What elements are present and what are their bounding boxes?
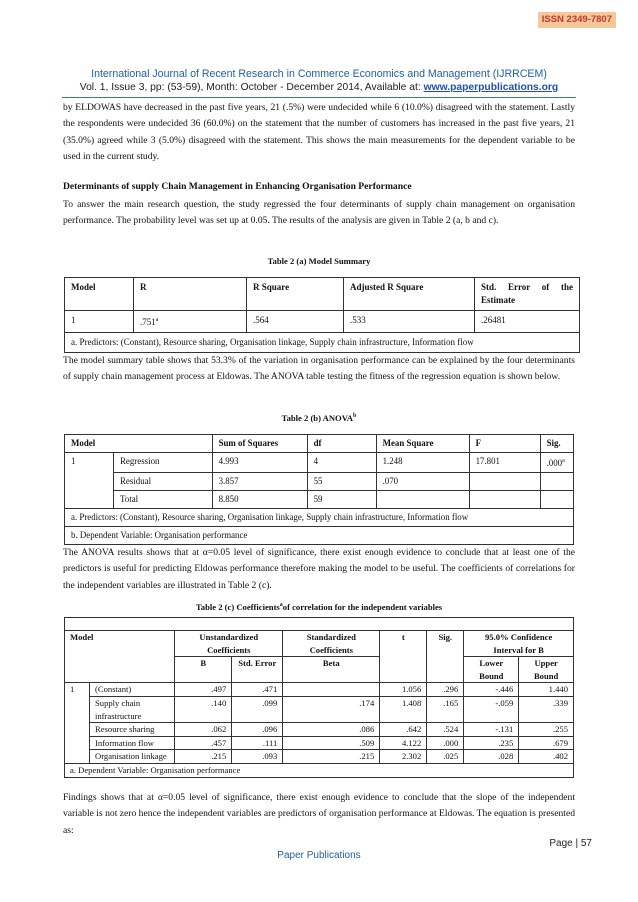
model-summary-table: [64, 277, 580, 353]
header-cell: Adjusted R Square: [344, 278, 475, 311]
cell-value: .000: [546, 457, 563, 468]
header-cell: B: [175, 657, 232, 683]
header-cell: Sig.: [540, 435, 573, 453]
header-cell: 95.0% Confidence Interval for B: [464, 631, 574, 657]
header-cell: Sig.: [427, 631, 464, 683]
paragraph-2: To answer the main research question, the study regressed the four determinants of supply chain management on organisation performance. The probability level was set up at 0.05. The results of the analysis are given in Table 2 (a, b and c).: [63, 199, 575, 227]
model-number: 1: [65, 453, 114, 509]
table-row: [65, 683, 574, 697]
cell: 17.801: [469, 453, 540, 473]
table-header-row: [65, 631, 574, 657]
row-label: Total: [114, 490, 213, 508]
header-cell: Unstandardized Coefficients: [175, 631, 283, 657]
cell: 1.408: [380, 696, 427, 722]
cell: .564: [247, 311, 344, 333]
table-header-row: [65, 435, 574, 453]
caption-footnote-mark: a: [279, 602, 283, 609]
cell: .140: [175, 696, 232, 722]
cell: .215: [175, 750, 232, 764]
spacer-cell: [65, 618, 574, 631]
cell: .099: [232, 696, 283, 722]
paragraph-4: The ANOVA results shows that at α=0.05 level of significance, there exist enough evidence to conclude that at least one of the predictors is useful for predicting Eldowas performance therefore making the model to be useful. The coefficients of correlations for the independent variables are illustrated in Table 2 (c).: [63, 547, 575, 591]
cell: [283, 683, 380, 697]
row-label: Information flow: [90, 736, 175, 750]
table-a-caption: Table 2 (a) Model Summary: [267, 256, 371, 266]
row-label: Organisation linkage: [90, 750, 175, 764]
header-cell: Upper Bound: [519, 657, 574, 683]
cell: .296: [427, 683, 464, 697]
paragraph-1: by ELDOWAS have decreased in the past five years, 21 (.5%) were undecided while 6 (10.0%) disagreed with the statement. Lastly the respondents were undecided 36 (60.0%) on the statement that the number of customers has increased in the past five years, 21 (35.0%) agreed while 3 (5.0%) disagreed with the statement. This shows the main measurements for the dependent variable to be used in the current study.: [63, 102, 575, 163]
header-cell: Lower Bound: [464, 657, 519, 683]
row-label: (Constant): [90, 683, 175, 697]
cell: 4: [307, 453, 376, 473]
cell: .509: [283, 736, 380, 750]
cell: 1.440: [519, 683, 574, 697]
table-note-row: [65, 763, 574, 777]
caption-text: Table 2 (c) Coefficients: [195, 602, 280, 612]
header-cell: Standardized Coefficients: [283, 631, 380, 657]
coefficients-table: [64, 617, 574, 778]
cell: [540, 472, 573, 490]
table-row: [65, 490, 574, 508]
cell: .086: [283, 723, 380, 737]
cell: .025: [427, 750, 464, 764]
cell: -.131: [464, 723, 519, 737]
section-heading: Determinants of supply Chain Management in Enhancing Organisation Performance: [63, 181, 412, 192]
cell: 1: [65, 311, 134, 333]
cell: 8.850: [212, 490, 307, 508]
model-number: 1: [65, 683, 90, 764]
table-row: [65, 453, 574, 473]
cell: .497: [175, 683, 232, 697]
table-row: [65, 736, 574, 750]
cell: .111: [232, 736, 283, 750]
cell: .642: [380, 723, 427, 737]
cell: 59: [307, 490, 376, 508]
cell: -.059: [464, 696, 519, 722]
cell: 4.993: [212, 453, 307, 473]
cell: 1.056: [380, 683, 427, 697]
cell: .339: [519, 696, 574, 722]
journal-title: International Journal of Recent Research in Commerce Economics and Management (IJRRCEM): [91, 68, 547, 80]
paragraph-3: The model summary table shows that 53.3% of the variation in organisation performance can be explained by the four determinants of supply chain management process at Eldowas. The ANOVA table testing the fitness of the regression equation is shown below.: [63, 355, 575, 383]
anova-table: [64, 434, 574, 545]
cell: .235: [464, 736, 519, 750]
table-note-row: [65, 508, 574, 526]
header-cell: F: [469, 435, 540, 453]
cell: .524: [427, 723, 464, 737]
table-spacer-row: [65, 618, 574, 631]
table-header-row: [65, 278, 580, 311]
table-note-row: [65, 526, 574, 544]
volume-info-text: Vol. 1, Issue 3, pp: (53-59), Month: October - December 2014, Available at:: [79, 82, 424, 93]
paragraph-5: Findings shows that at α=0.05 level of significance, there exist enough evidence to conclude that the slope of the independent variable is not zero hence the independent variables are predictors of organisation performance at Eldowas. The equation is presented as:: [63, 792, 575, 836]
cell: .26481: [475, 311, 580, 333]
header-cell: Model: [65, 631, 175, 683]
table-row: [65, 472, 574, 490]
cell: .000: [427, 736, 464, 750]
header-divider: [62, 97, 576, 98]
cell: .402: [519, 750, 574, 764]
header-cell: t: [380, 631, 427, 683]
issn-badge: ISSN 2349-7807: [538, 12, 616, 28]
cell: 3.857: [212, 472, 307, 490]
cell: .679: [519, 736, 574, 750]
cell: [469, 490, 540, 508]
table-row: [65, 750, 574, 764]
header-cell: Beta: [283, 657, 380, 683]
header-cell: Mean Square: [376, 435, 469, 453]
table-note: b. Dependent Variable: Organisation performance: [65, 526, 574, 544]
cell: .096: [232, 723, 283, 737]
cell: .457: [175, 736, 232, 750]
cell: .215: [283, 750, 380, 764]
table-note-row: [65, 333, 580, 353]
table-note: a. Predictors: (Constant), Resource sharing, Organisation linkage, Supply chain infrastructure, Information flow: [65, 333, 580, 353]
cell: [376, 490, 469, 508]
header-cell: R: [134, 278, 247, 311]
caption-text-post: of correlation for the independent variables: [282, 602, 443, 612]
header-cell: Sum of Squares: [212, 435, 307, 453]
table-b-caption: [63, 413, 575, 423]
cell: -.446: [464, 683, 519, 697]
cell: 1.248: [376, 453, 469, 473]
cell: [540, 490, 573, 508]
caption-text: Table 2 (b) ANOVA: [281, 413, 354, 423]
cell: .165: [427, 696, 464, 722]
page-number: Page | 57: [549, 838, 592, 849]
cell: [540, 453, 573, 473]
table-row: [65, 311, 580, 333]
cell: 4.122: [380, 736, 427, 750]
header-cell: Std. Error of the Estimate: [475, 278, 580, 311]
cell: .093: [232, 750, 283, 764]
header-cell: Model: [65, 278, 134, 311]
table-row: [65, 723, 574, 737]
cell: 2.302: [380, 750, 427, 764]
table-c-caption: [63, 602, 575, 612]
row-label: Residual: [114, 472, 213, 490]
cell: .471: [232, 683, 283, 697]
cell: .533: [344, 311, 475, 333]
cell: .070: [376, 472, 469, 490]
cell: [134, 311, 247, 333]
cell: .255: [519, 723, 574, 737]
volume-info: [20, 81, 618, 95]
footnote-mark: a: [155, 317, 159, 323]
header-cell: Std. Error: [232, 657, 283, 683]
cell: .028: [464, 750, 519, 764]
table-note: a. Dependent Variable: Organisation performance: [65, 763, 574, 777]
cell-value: .751: [140, 317, 156, 327]
header-cell: df: [307, 435, 376, 453]
cell: .174: [283, 696, 380, 722]
table-note: a. Predictors: (Constant), Resource sharing, Organisation linkage, Supply chain infrastructure, Information flow: [65, 508, 574, 526]
header-cell: R Square: [247, 278, 344, 311]
footnote-mark: a: [562, 458, 565, 464]
row-label: Supply chain infrastructure: [90, 696, 175, 722]
caption-footnote-mark: b: [353, 413, 357, 420]
row-label: Resource sharing: [90, 723, 175, 737]
journal-website-link[interactable]: www.paperpublications.org: [423, 82, 559, 93]
table-row: [65, 696, 574, 722]
row-label: Regression: [114, 453, 213, 473]
header-cell: Model: [65, 435, 213, 453]
cell: .062: [175, 723, 232, 737]
publisher-name: Paper Publications: [277, 850, 361, 861]
cell: 55: [307, 472, 376, 490]
cell: [469, 472, 540, 490]
